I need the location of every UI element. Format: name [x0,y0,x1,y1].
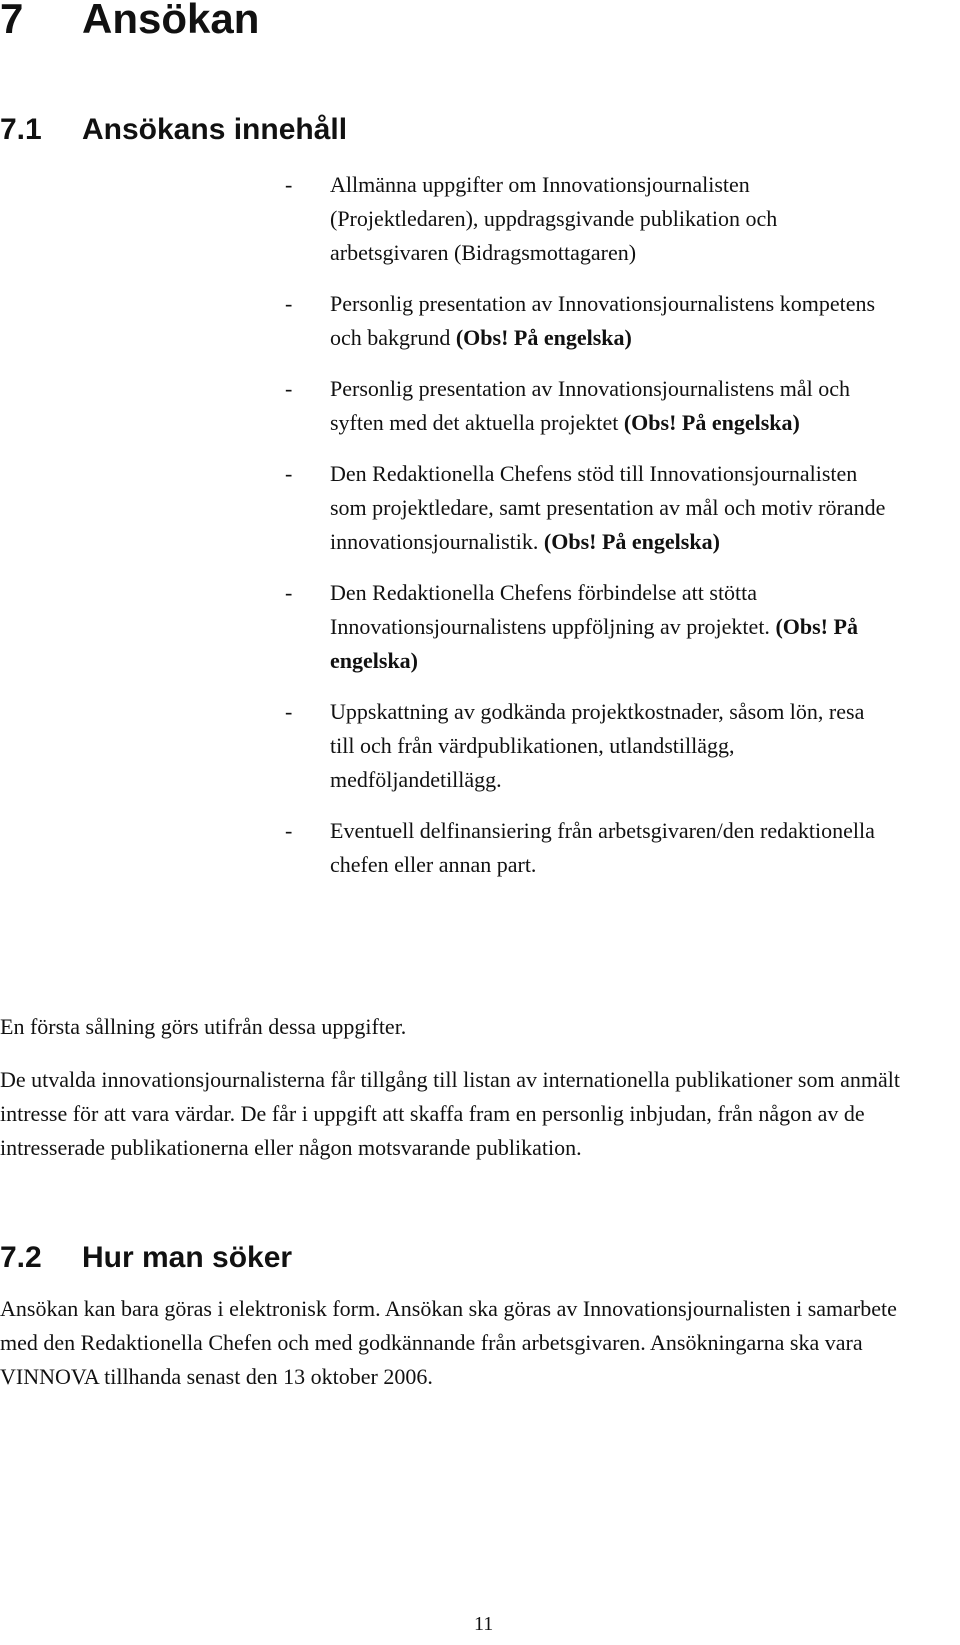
list-item-text: Uppskattning av godkända projektkostnader, såsom lön, resa till och från värdpublikationen, utlandstillägg, medföljandetillägg. [330,699,865,792]
section-number: 7.1 [0,113,42,146]
list-bullet: - [285,461,293,486]
list-item-text: Personlig presentation av Innovationsjournalistens mål och syften med det aktuella projektet [330,376,850,435]
list-item-text: Eventuell delfinansiering från arbetsgivaren/den redaktionella chefen eller annan part. [330,818,875,877]
list-item [0,168,890,270]
chapter-number: 7 [0,0,24,42]
english-note: (Obs! På engelska) [543,529,720,554]
screening-paragraph: En första sållning görs utifrån dessa uppgifter. [0,1014,407,1039]
list-item [0,695,890,797]
list-item [0,287,890,355]
how-to-apply-paragraph: Ansökan kan bara göras i elektronisk form. Ansökan ska göras av Innovationsjournalisten i samarbete med den Redaktionella Chefen och med godkännande från arbetsgivaren. Ansökningarna ska vara VINNOVA tillhanda senast den 13 oktober 2006. [0,1296,897,1389]
english-note: (Obs! På engelska) [623,410,800,435]
list-bullet: - [285,376,293,401]
chapter-title: Ansökan [82,0,260,42]
list-bullet: - [285,580,293,605]
list-bullet: - [285,172,293,197]
list-bullet: - [285,699,293,724]
list-item [0,372,890,440]
section-title: Hur man söker [82,1241,293,1274]
page-number: 11 [474,1613,494,1635]
list-item [0,576,890,678]
list-item-text: Personlig presentation av Innovationsjournalistens kompetens och bakgrund [330,291,876,350]
chapter-heading [0,0,259,44]
english-note: (Obs! På engelska) [455,325,632,350]
application-contents-list [0,168,960,899]
section-number: 7.2 [0,1241,42,1274]
list-item-text: Allmänna uppgifter om Innovationsjournalisten (Projektledaren), uppdragsgivande publikation och arbetsgivaren (Bidragsmottagaren) [330,172,778,265]
list-bullet: - [285,818,293,843]
list-bullet: - [285,291,293,316]
list-item-text: Den Redaktionella Chefens förbindelse att stötta Innovationsjournalistens uppföljning av projektet. [330,580,770,639]
list-item [0,457,890,559]
section-heading-7-2 [0,1240,292,1276]
section-heading-7-1 [0,112,347,148]
english-note: (Obs! På engelska) [330,614,858,673]
selection-paragraph: De utvalda innovationsjournalisterna får tillgång till listan av internationella publikationer som anmält intresse för att vara värdar. De får i uppgift att skaffa fram en personlig inbjudan, från någon av de intresserade publikationerna eller någon motsvarande publikation. [0,1067,900,1160]
list-item [0,814,890,882]
list-item-text: Den Redaktionella Chefens stöd till Innovationsjournalisten som projektledare, samt presentation av mål och motiv rörande innovationsjournalistik. [330,461,886,554]
section-title: Ansökans innehåll [82,113,348,146]
